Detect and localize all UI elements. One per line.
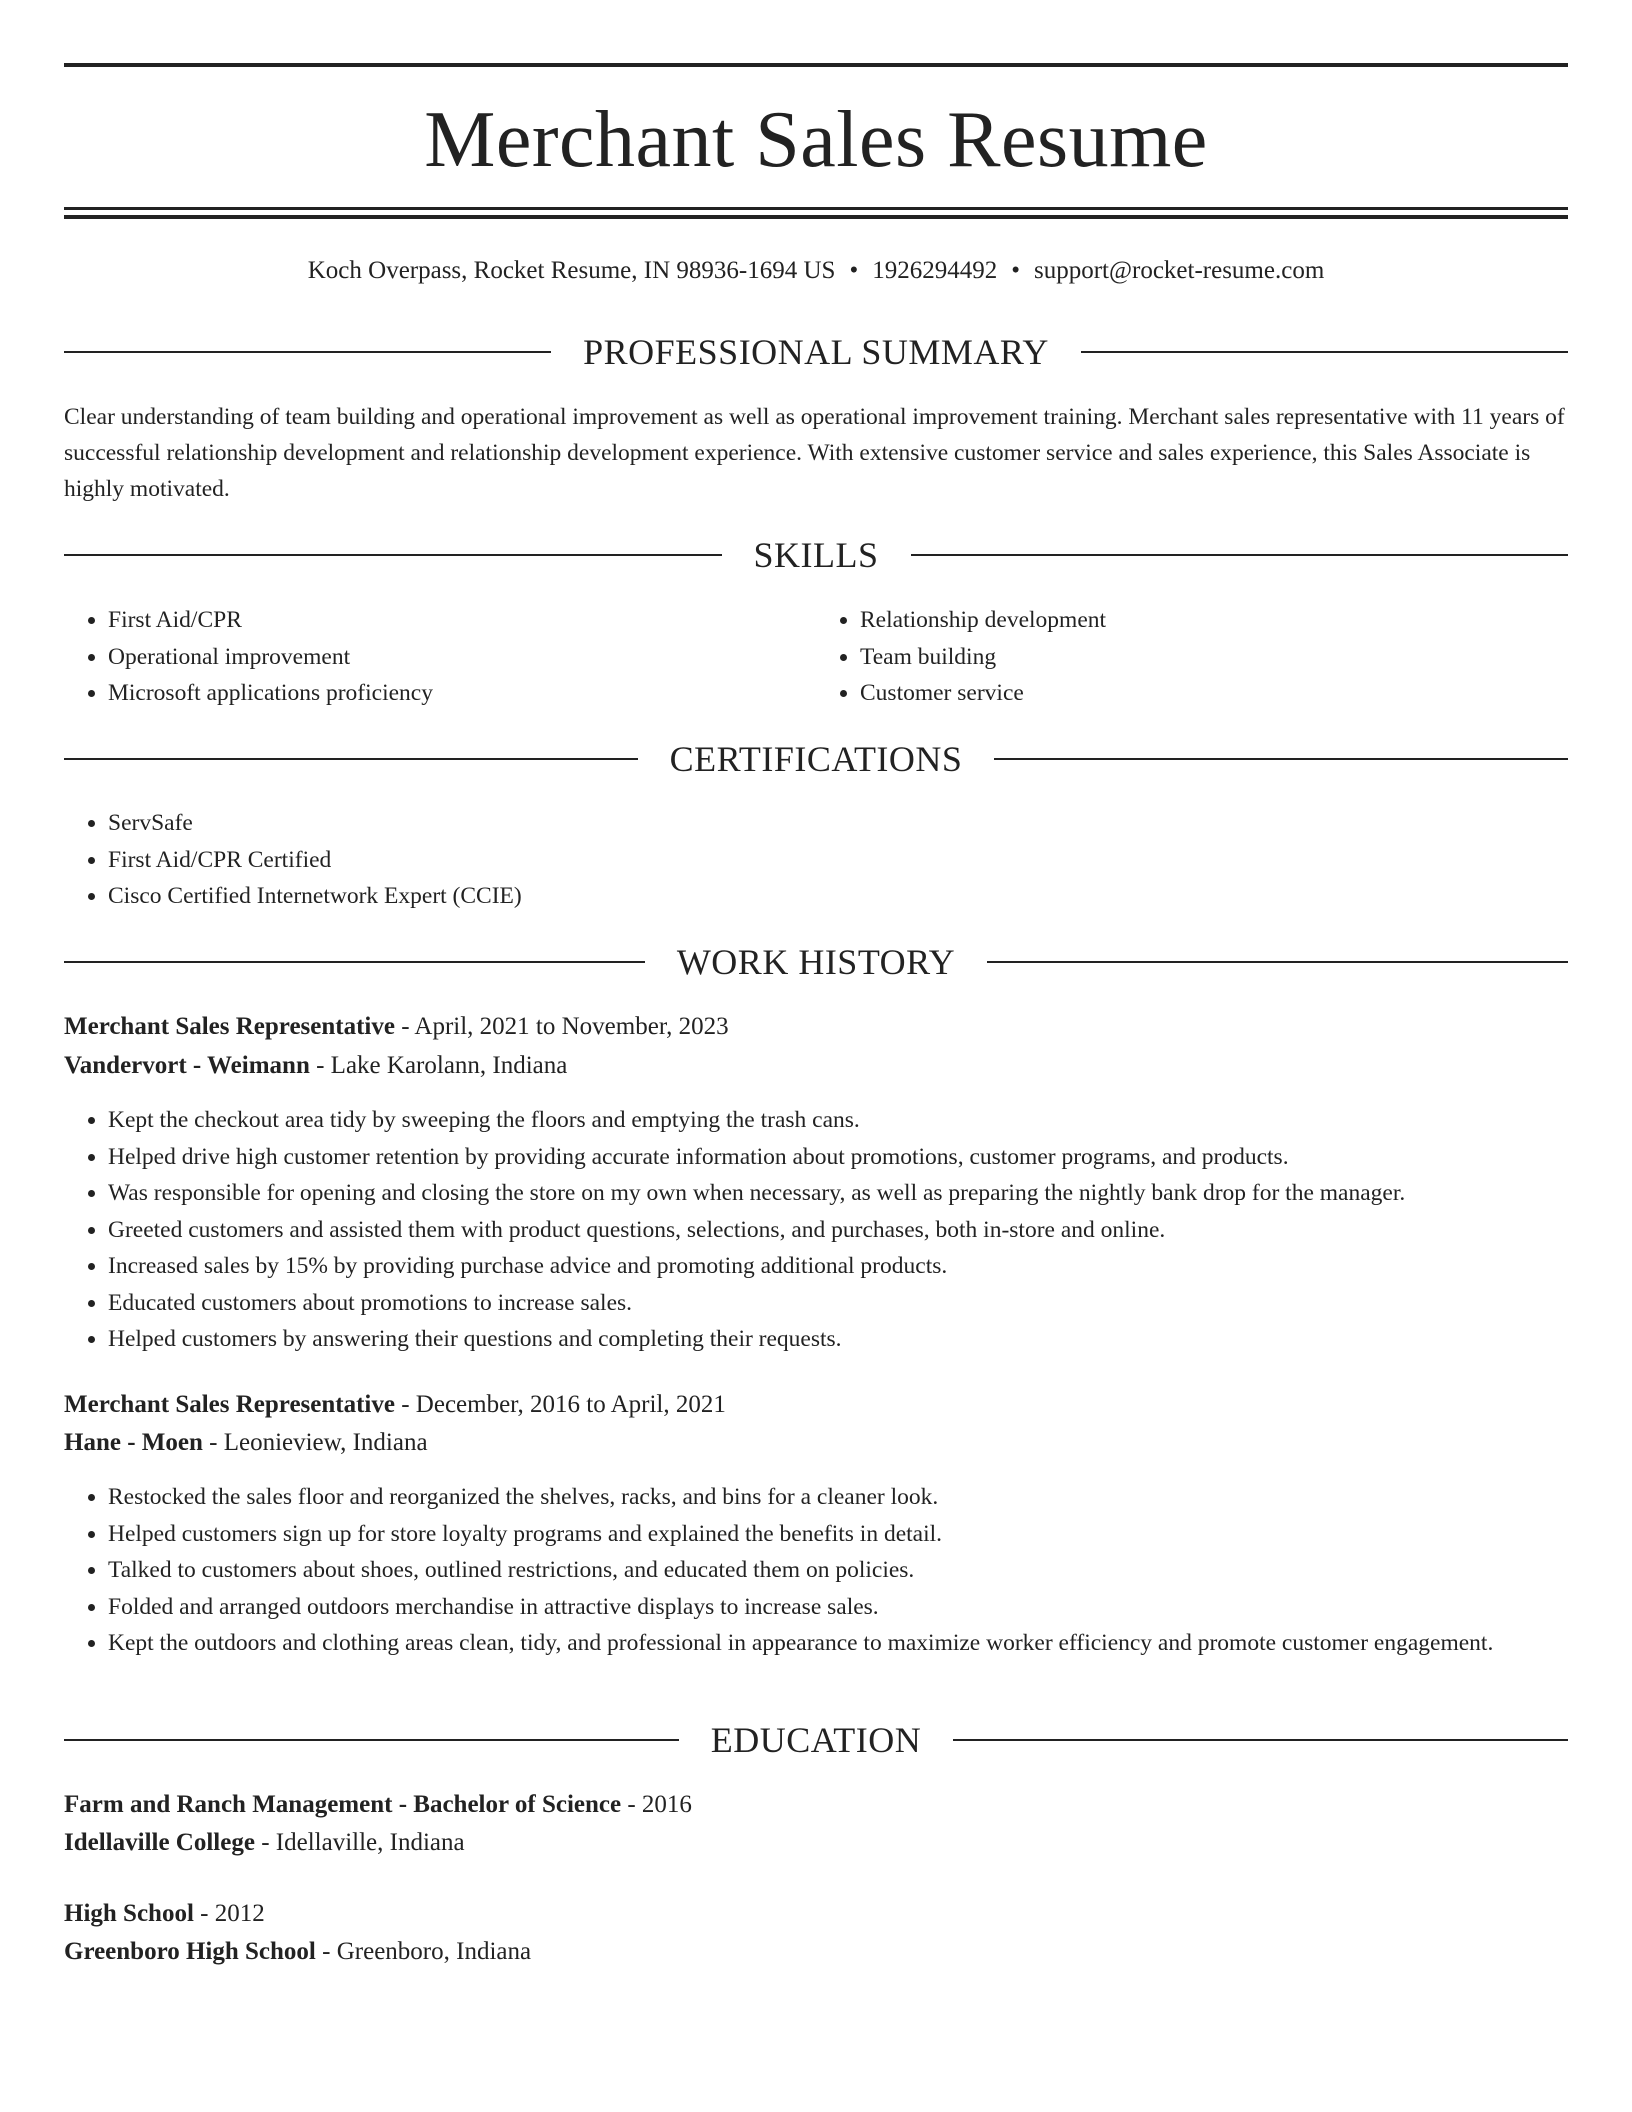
education-location: - Greenboro, Indiana: [315, 1938, 532, 1965]
job-title-line: [64, 1386, 1568, 1424]
job-bullet: • Educated customers about promotions to increase sales.: [108, 1285, 1612, 1322]
heading-rule-left: [64, 351, 551, 353]
job-bullet: • Increased sales by 15% by providing purchase advice and promoting additional products.: [108, 1248, 1612, 1285]
job-company-line: [64, 1047, 1568, 1085]
section-heading-work-history: [64, 937, 1568, 987]
heading-rule-left: [64, 554, 722, 556]
heading-rule-right: [953, 1739, 1568, 1741]
section-title: CERTIFICATIONS: [669, 739, 963, 779]
skills-column-right: [816, 602, 1568, 712]
skill-item: • Operational improvement: [108, 639, 816, 676]
job-bullet: • Was responsible for opening and closing the store on my own when necessary, as well as preparing the nightly bank drop for the manager.: [108, 1175, 1612, 1212]
section-heading-education: [64, 1715, 1568, 1765]
skill-item: • Microsoft applications proficiency: [108, 675, 816, 712]
title-double-rule-lower: [64, 215, 1568, 219]
education-school: Idellaville College: [64, 1829, 255, 1856]
job-dates: - April, 2021 to November, 2023: [394, 1013, 729, 1040]
skills-list: [64, 602, 1568, 712]
section-title: EDUCATION: [710, 1720, 922, 1760]
education-school: Greenboro High School: [64, 1938, 316, 1965]
top-rule: [64, 63, 1568, 67]
job-bullets: [64, 1102, 1612, 1358]
section-title: PROFESSIONAL SUMMARY: [583, 332, 1049, 372]
heading-rule-left: [64, 758, 638, 760]
job-company: Vandervort - Weimann: [64, 1052, 310, 1079]
job-bullet: • Folded and arranged outdoors merchandise in attractive displays to increase sales.: [108, 1589, 1612, 1626]
heading-rule-left: [64, 1739, 679, 1741]
job-bullet: • Kept the checkout area tidy by sweeping the floors and emptying the trash cans.: [108, 1102, 1612, 1139]
education-school-line: [64, 1824, 1568, 1862]
job-bullet: • Greeted customers and assisted them with product questions, selections, and purchases, both in-store and online.: [108, 1212, 1612, 1249]
job-bullet: • Kept the outdoors and clothing areas clean, tidy, and professional in appearance to maximize worker efficiency and promote customer engagement.: [108, 1625, 1612, 1662]
contact-separator: •: [1011, 257, 1020, 284]
skill-item: • First Aid/CPR: [108, 602, 816, 639]
certification-item: • ServSafe: [108, 805, 1612, 842]
contact-email: support@rocket-resume.com: [1033, 257, 1325, 284]
job-bullet: • Helped customers by answering their questions and completing their requests.: [108, 1321, 1612, 1358]
job-title: Merchant Sales Representative: [64, 1391, 395, 1418]
job-bullet: • Restocked the sales floor and reorganized the shelves, racks, and bins for a cleaner look.: [108, 1479, 1612, 1516]
education-degree-line: [64, 1895, 1568, 1933]
document-title: Merchant Sales Resume: [424, 96, 1208, 184]
contact-separator: •: [849, 257, 859, 284]
job-bullet: • Talked to customers about shoes, outlined restrictions, and educated them on policies.: [108, 1552, 1612, 1589]
job-bullet: • Helped drive high customer retention by providing accurate information about promotions, customer programs, and products.: [108, 1139, 1612, 1176]
job-title-line: [64, 1008, 1568, 1046]
contact-line: [64, 254, 1568, 288]
education-degree: High School: [64, 1900, 194, 1927]
section-heading-certifications: [64, 734, 1568, 784]
contact-phone: 1926294492: [872, 257, 998, 284]
section-title: WORK HISTORY: [676, 942, 956, 982]
education-year: - 2016: [621, 1791, 692, 1818]
skill-item: • Relationship development: [860, 602, 1568, 639]
job-bullets: [64, 1479, 1612, 1662]
skills-column-left: [64, 602, 816, 712]
title-double-rule-upper: [64, 207, 1568, 210]
skill-item: • Customer service: [860, 675, 1568, 712]
certification-item: • First Aid/CPR Certified: [108, 842, 1612, 879]
certification-item: • Cisco Certified Internetwork Expert (CCIE): [108, 878, 1612, 915]
education-school-line: [64, 1933, 1568, 1971]
education-year: - 2012: [193, 1900, 265, 1927]
education-degree: Farm and Ranch Management - Bachelor of Science: [64, 1791, 622, 1818]
section-heading-skills: [64, 530, 1568, 580]
heading-rule-right: [911, 554, 1569, 556]
job-location: - Lake Karolann, Indiana: [309, 1052, 568, 1079]
certifications-list: [64, 805, 1612, 915]
heading-rule-right: [994, 758, 1568, 760]
section-heading-summary: [64, 327, 1568, 377]
heading-rule-right: [1081, 351, 1568, 353]
summary-text: Clear understanding of team building and operational improvement as well as operational improvement training. Merchant sales representative with 11 years of successful relationship development and relationship development experience. With extensive customer service and sales experience, this Sales Associate is highly motivated.: [64, 404, 1565, 502]
education-location: - Idellaville, Indiana: [254, 1829, 465, 1856]
contact-address: Koch Overpass, Rocket Resume, IN 98936-1694 US: [307, 257, 836, 284]
skill-item: • Team building: [860, 639, 1568, 676]
job-company-line: [64, 1424, 1568, 1462]
education-degree-line: [64, 1786, 1568, 1824]
job-dates: - December, 2016 to April, 2021: [394, 1391, 726, 1418]
job-company: Hane - Moen: [64, 1429, 203, 1456]
job-title: Merchant Sales Representative: [64, 1013, 395, 1040]
job-location: - Leonieview, Indiana: [202, 1429, 428, 1456]
heading-rule-right: [987, 961, 1568, 963]
job-bullet: • Helped customers sign up for store loyalty programs and explained the benefits in detail.: [108, 1516, 1612, 1553]
heading-rule-left: [64, 961, 645, 963]
section-title: SKILLS: [753, 535, 879, 575]
